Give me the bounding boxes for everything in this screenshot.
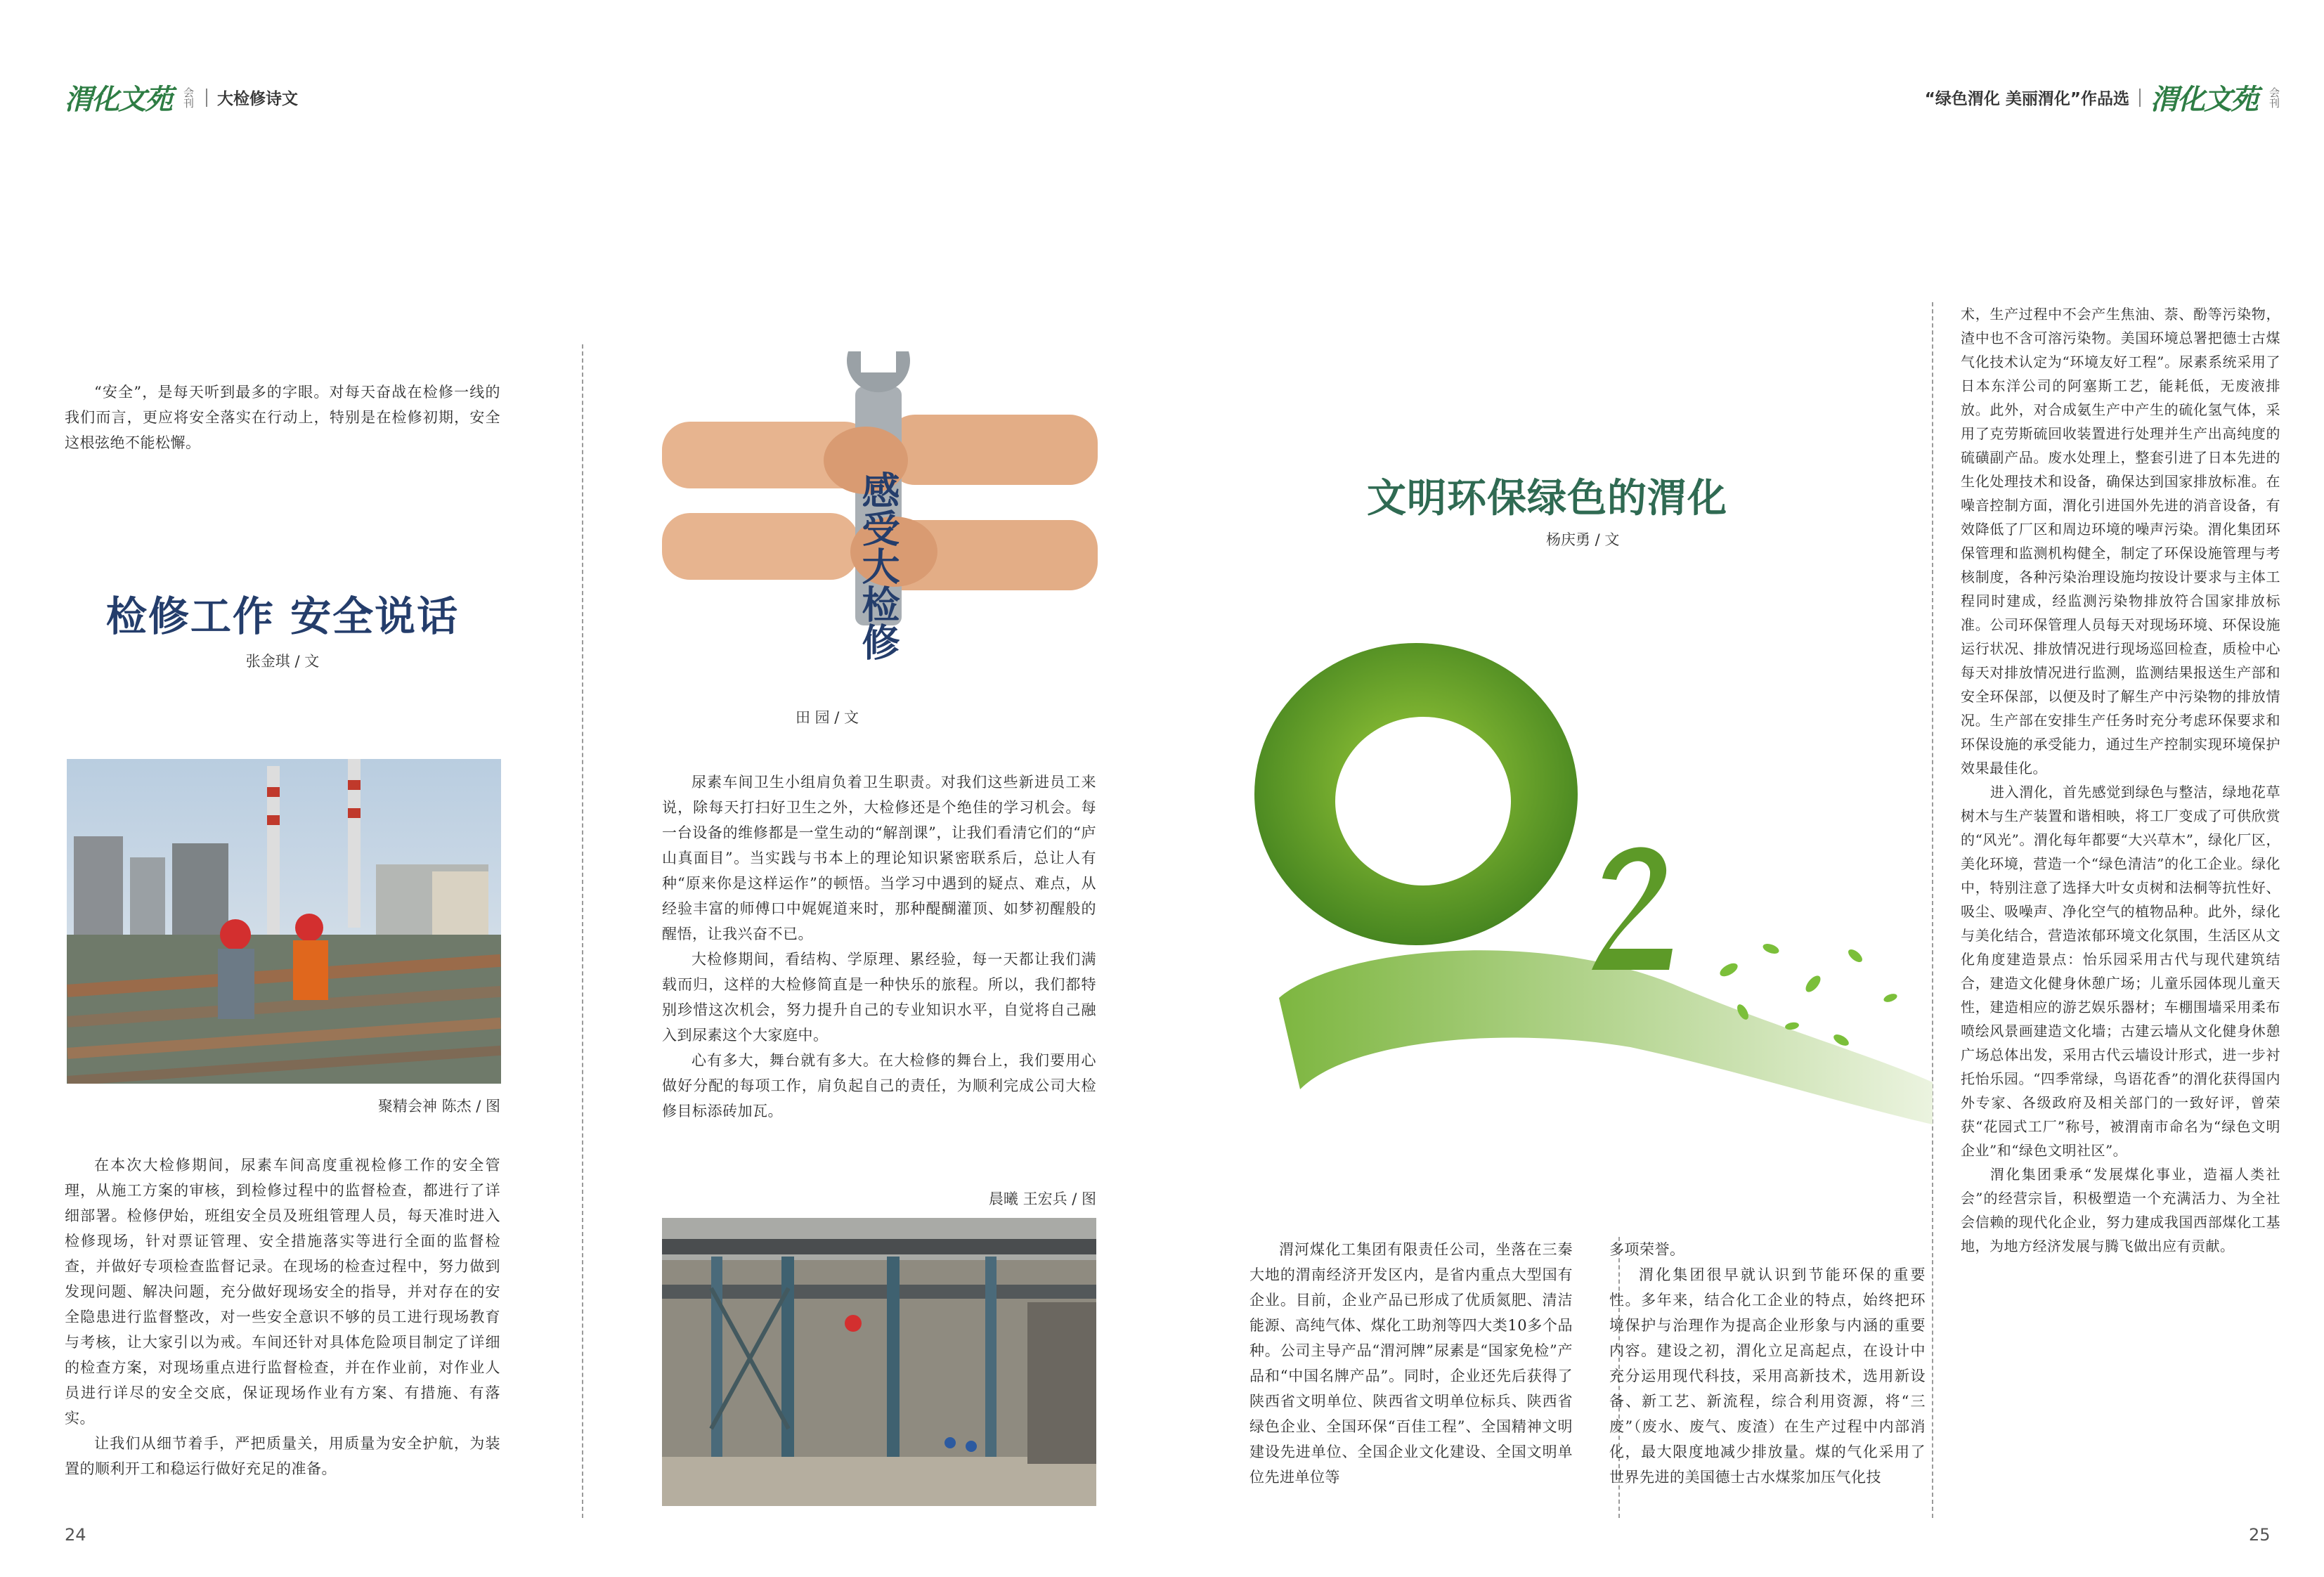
article3-col2	[1609, 1237, 1926, 1490]
article1-body	[65, 1153, 500, 1481]
section-name: 大检修诗文	[217, 90, 298, 108]
paragraph: 大检修期间，看结构、学原理、累经验，每一天都让我们满载而归，这样的大检修简直是一种快乐的旅程。所以，我们都特别珍惜这次机会，努力提升自己的专业知识水平，自觉将自己融入到尿素这个大家庭中。	[662, 951, 1096, 1044]
page-number-left: 24	[65, 1525, 86, 1545]
paragraph: 渭化集团很早就认识到节能环保的重要性。多年来，结合化工企业的特点，始终把环境保护与治理作为提高企业形象与内涵的重要内容。建设之初，渭化立足高起点，在设计中充分运用现代科技，采用高新技术，选用新设备、新工艺、新流程，综合利用资源，将“三废”（废水、废气、废渣）在生产过程中内部消化，最大限度地减少排放量。煤的气化采用了世界先进的美国德士古水煤浆加压气化技	[1609, 1266, 1926, 1486]
article2-body	[662, 770, 1096, 1124]
article3-byline: 杨庆勇 / 文	[1546, 531, 1620, 548]
o2-grass-illustration	[1237, 632, 1933, 1167]
divider	[206, 89, 207, 107]
paragraph-continued: 术，生产过程中不会产生焦油、萘、酚等污染物，渣中也不含可溶污染物。美国环境总署把德士古煤气化技术认定为“环境友好工程”。尿素系统采用了日本东洋公司的阿塞斯工艺，能耗低，无废液排放。此外，对合成氨生产中产生的硫化氢气体，采用了克劳斯硫回收装置进行处理并生产出高纯度的硫磺副产品。废水处理上，整套引进了日本先进的生化处理技术和设备，确保达到国家排放标准。在噪音控制方面，渭化引进国外先进的消音设备，有效降低了厂区和周边环境的噪声污染。渭化集团环保管理和监测机构健全，制定了环保设施管理与考核制度，各种污染治理设施均按设计要求与主体工程同时建成，经监测污染物排放符合国家排放标准。公司环保管理人员每天对现场环境、环保设施运行状况、排放情况进行现场巡回检查，质检中心每天对排放情况进行监测，监测结果报送生产部和安全环保部，以便及时了解生产中污染物的排放情况。生产部在安排生产任务时充分考虑环保要求和环保设施的承受能力，通过生产控制实现环境保护效果最佳化。	[1961, 306, 2280, 777]
photo-caption: 晨曦 王宏兵 / 图	[988, 1190, 1096, 1207]
article1-intro: “安全”，是每天听到最多的字眼。对每天奋战在检修一线的我们而言，更应将安全落实在行动上，特别是在检修初期，安全这根弦绝不能松懈。	[65, 384, 500, 451]
article2-byline: 田 园 / 文	[795, 709, 859, 726]
article1-byline: 张金琪 / 文	[245, 653, 320, 670]
header-left	[65, 77, 298, 117]
paragraph: 渭化集团秉承“发展煤化事业，造福人类社会”的经营宗旨，积极塑造一个充满活力、为全社会信赖的现代化企业，努力建成我国西部煤化工基地，为地方经济发展与腾飞做出应有贡献。	[1961, 1166, 2280, 1254]
divider	[2139, 89, 2141, 107]
series-name: “绿色渭化 美丽渭化”作品选	[1924, 90, 2129, 108]
article3-col3	[1961, 302, 2280, 1258]
logo-sub: 会刊	[182, 86, 195, 108]
column-divider	[582, 344, 583, 1518]
paragraph: 进入渭化，首先感觉到绿色与整洁，绿地花草树木与生产装置和谐相映，将工厂变成了可供欣赏的“风光”。渭化每年都要“大兴草木”，绿化厂区，美化环境，营造一个“绿色清洁”的化工企业。绿化中，特别注意了选择大叶女贞树和法桐等抗性好、吸尘、吸噪声、净化空气的植物品种。此外，绿化与美化结合，营造浓郁环境文化氛围，生活区从文化角度建造景点：怡乐园采用古代与现代建筑结合，建造文化健身休憩广场；儿童乐园体现儿童天性，建造相应的游艺娱乐器材；车棚围墙采用柔布喷绘风景画建造文化墙；古建云墙从文化健身休憩广场总体出发，采用古代云墙设计形式，进一步衬托怡乐园。“四季常绿，鸟语花香”的渭化获得国内外专家、各级政府及相关部门的一致好评，曾荣获“花园式工厂”称号，被渭南市命名为“绿色文明企业”和“绿色文明社区”。	[1961, 784, 2280, 1159]
header-right	[1925, 77, 2282, 117]
article3-title: 文明环保绿色的渭化	[1367, 476, 1727, 521]
article2-title: 感受大检修	[856, 471, 900, 661]
paragraph: 尿素车间卫生小组肩负着卫生职责。对我们这些新进员工来说，除每天打扫好卫生之外，大检修还是个绝佳的学习机会。每一台设备的维修都是一堂生动的“解剖课”，让我们看清它们的“庐山真面目”。当实践与书本上的理论知识紧密联系后，总让人有种“原来你是这样运作”的顿悟。当学习中遇到的疑点、难点，从经验丰富的师傅口中娓娓道来时，那种醍醐灌顶、如梦初醒般的醒悟，让我兴奋不已。	[662, 774, 1096, 942]
page-number-right: 25	[2249, 1525, 2271, 1545]
paragraph: 心有多大，舞台就有多大。在大检修的舞台上，我们要用心做好分配的每项工作，肩负起自己的责任，为顺利完成公司大检修目标添砖加瓦。	[662, 1052, 1096, 1120]
paragraph-continued: 多项荣誉。	[1609, 1241, 1685, 1258]
paragraph: 让我们从细节着手，严把质量关，用质量为安全护航，为装置的顺利开工和稳运行做好充足的准备。	[65, 1435, 500, 1477]
magazine-logo: 渭化文苑	[65, 83, 171, 116]
paragraph: 渭河煤化工集团有限责任公司，坐落在三秦大地的渭南经济开发区内，是省内重点大型国有企业。目前，企业产品已形成了优质氮肥、清洁能源、高纯气体、煤化工助剂等四大类10多个品种。公司主导产品“渭河牌”尿素是“国家免检”产品和“中国名牌产品”。同时，企业还先后获得了陕西省文明单位、陕西省文明单位标兵、陕西省绿色企业、全国环保“百佳工程”、全国精神文明建设先进单位、全国企业文化建设、全国文明单位先进单位等	[1249, 1241, 1573, 1486]
maintenance-workers-photo	[67, 759, 501, 1084]
magazine-logo: 渭化文苑	[2150, 83, 2257, 116]
plant-structure-photo	[662, 1218, 1096, 1506]
photo-caption: 聚精会神 陈杰 / 图	[377, 1098, 500, 1115]
article3-col1	[1249, 1237, 1573, 1490]
logo-sub: 会刊	[2268, 86, 2280, 108]
article1-title: 检修工作 安全说话	[105, 592, 460, 640]
paragraph: 在本次大检修期间，尿素车间高度重视检修工作的安全管理，从施工方案的审核，到检修过程中的监督检查，都进行了详细部署。检修伊始，班组安全员及班组管理人员，每天准时进入检修现场，针对票证管理、安全措施落实等进行全面的监督检查，并做好专项检查监督记录。在现场的检查过程中，努力做到发现问题、解决问题，充分做好现场安全的指导，并对存在的安全隐患进行监督整改，对一些安全意识不够的员工进行现场教育与考核，让大家引以为戒。车间还针对具体危险项目制定了详细的检查方案，对现场重点进行监督检查，并在作业前，对作业人员进行详尽的安全交底，保证现场作业有方案、有措施、有落实。	[65, 1157, 500, 1427]
